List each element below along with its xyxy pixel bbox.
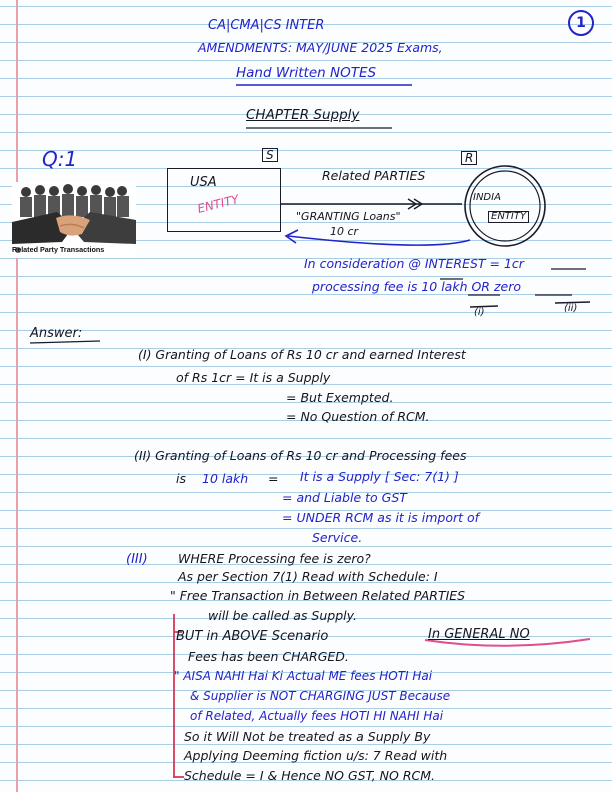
answer-i-line3: = But Exempted. [286, 390, 394, 405]
answer-ii-gst: = and Liable to GST [282, 490, 407, 505]
answer-iii-line6: Fees has been CHARGED. [188, 649, 349, 664]
answer-iii-line1: WHERE Processing fee is zero? [178, 551, 371, 566]
answer-iii-line10: So it Will Not be treated as a Supply By [184, 729, 431, 744]
related-parties-label: Related PARTIES [322, 168, 426, 183]
answer-ii-rcm: = UNDER RCM as it is import of [282, 510, 480, 525]
option-one: (i) [474, 307, 485, 318]
usa-entity-label: ENTITY [195, 192, 241, 216]
answer-i-line2: of Rs 1cr = It is a Supply [176, 370, 331, 385]
consideration-line: In consideration @ INTEREST = 1cr [304, 256, 524, 271]
answer-iii-line7: " AISA NAHI Hai Ki Actual ME fees HOTI Hai [174, 669, 433, 683]
loan-amount-label: 10 cr [330, 225, 359, 238]
answer-ii-supply: It is a Supply [ Sec: 7(1) ] [300, 469, 459, 484]
india-entity-label: ENTITY [488, 211, 529, 223]
image-caption: Related Party Transactions [12, 245, 105, 254]
answer-ii-service: Service. [312, 530, 363, 545]
answer-iii-line4: will be called as Supply. [208, 608, 358, 623]
answer-iii-line5a: BUT in ABOVE Scenario [176, 629, 329, 644]
answer-iii-line8: & Supplier is NOT CHARGING JUST Because [190, 689, 451, 703]
india-label: INDIA [473, 192, 501, 203]
granting-loans-label: "GRANTING Loans" [296, 210, 401, 223]
question-label: Q:1 [42, 147, 78, 171]
option-two: (ii) [564, 303, 578, 314]
answer-iii-line11: Applying Deeming fiction u/s: 7 Read with [184, 748, 448, 763]
page-number: 1 [568, 10, 594, 36]
answer-ii-line1: (II) Granting of Loans of Rs 10 cr and Processing fees [134, 448, 467, 463]
answer-iii-line2: As per Section 7(1) Read with Schedule: I [178, 569, 438, 584]
answer-i-line4: = No Question of RCM. [286, 409, 430, 424]
answer-heading: Answer: [30, 326, 83, 341]
supplier-tag: S [262, 148, 278, 162]
recipient-tag: R [461, 151, 477, 165]
answer-i-line1: (I) Granting of Loans of Rs 10 cr and earned Interest [138, 347, 466, 362]
processing-fee-line: processing fee is 10 lakh OR zero [312, 279, 522, 294]
answer-iii-line5b: In GENERAL NO [428, 627, 530, 642]
usa-label: USA [190, 175, 217, 190]
answer-iii-line12: Schedule = I & Hence NO GST, NO RCM. [184, 768, 436, 783]
answer-ii-is: is [176, 471, 186, 486]
answer-ii-equals: = [268, 471, 279, 486]
chapter-title: CHAPTER Supply [246, 107, 360, 123]
header-notes: Hand Written NOTES [236, 65, 377, 81]
answer-iii-num: (III) [126, 552, 148, 567]
answer-ii-fee: 10 lakh [202, 471, 249, 486]
answer-iii-line9: of Related, Actually fees HOTI HI NAHI Hai [190, 709, 444, 723]
header-amendments: AMENDMENTS: MAY/JUNE 2025 Exams, [198, 40, 443, 55]
header-course: CA|CMA|CS INTER [208, 18, 325, 33]
answer-iii-line3: " Free Transaction in Between Related PARTIES [170, 588, 466, 603]
